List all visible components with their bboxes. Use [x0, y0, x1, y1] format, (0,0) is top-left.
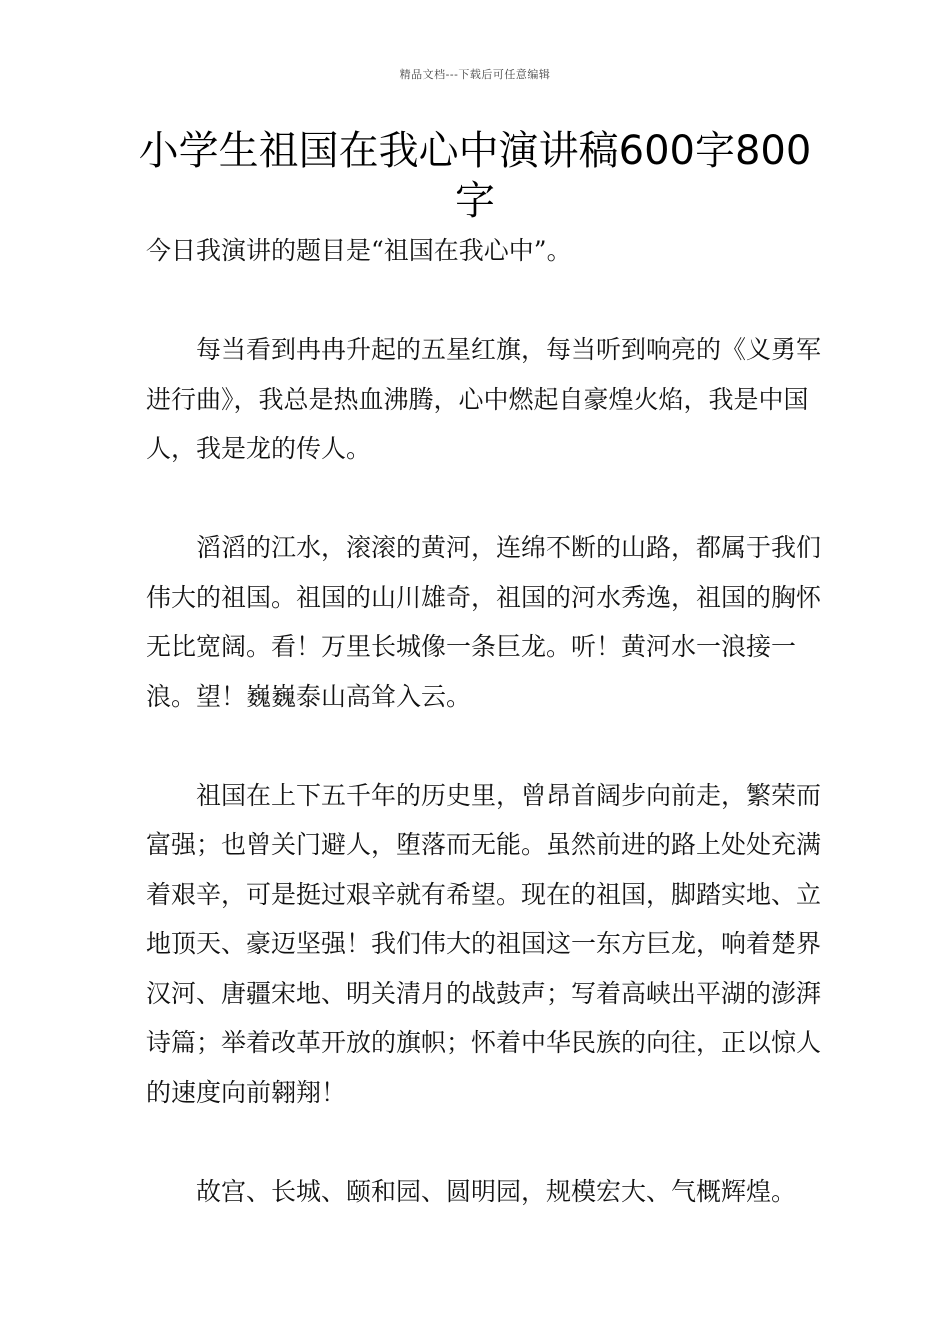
- paragraph-flag: 每当看到冉冉升起的五星红旗，每当听到响亮的《义勇军进行曲》，我总是热血沸腾，心中燃起自豪煌火焰，我是中国人，我是龙的传人。: [146, 335, 822, 463]
- paragraph-gap: [146, 276, 826, 326]
- header-note: 精品文档---下载后可任意编辑: [399, 68, 551, 81]
- paragraph-gap: [146, 721, 826, 771]
- paragraph-intro: 今日我演讲的题目是“祖国在我心中”。: [146, 236, 572, 265]
- paragraph-gap: [146, 1117, 826, 1167]
- document-title: 小学生祖国在我心中演讲稿600字800字: [138, 128, 812, 224]
- paragraph-history: 祖国在上下五千年的历史里，曾昂首阔步向前走，繁荣而富强；也曾关门避人，堕落而无能。虽然前进的路上处处充满着艰辛，可是挺过艰辛就有希望。现在的祖国，脚踏实地、立地顶天、豪迈坚强！我们伟大的祖国这一东方巨龙，响着楚界汉河、唐疆宋地、明关清月的战鼓声；写着高峡出平湖的澎湃诗篇；举着改革开放的旗帜；怀着中华民族的向往，正以惊人的速度向前翱翔！: [146, 780, 822, 1107]
- paragraph-gap: [146, 474, 826, 524]
- document-body: [146, 226, 826, 1216]
- paragraph-landmarks: 故宫、长城、颐和园、圆明园，规模宏大、气概辉煌。: [196, 1176, 797, 1206]
- paragraph-landscape: 滔滔的江水，滚滚的黄河，连绵不断的山路，都属于我们伟大的祖国。祖国的山川雄奇，祖国的河水秀逸，祖国的胸怀无比宽阔。看！万里长城像一条巨龙。听！黄河水一浪接一浪。望！巍巍泰山高耸入云。: [146, 533, 822, 711]
